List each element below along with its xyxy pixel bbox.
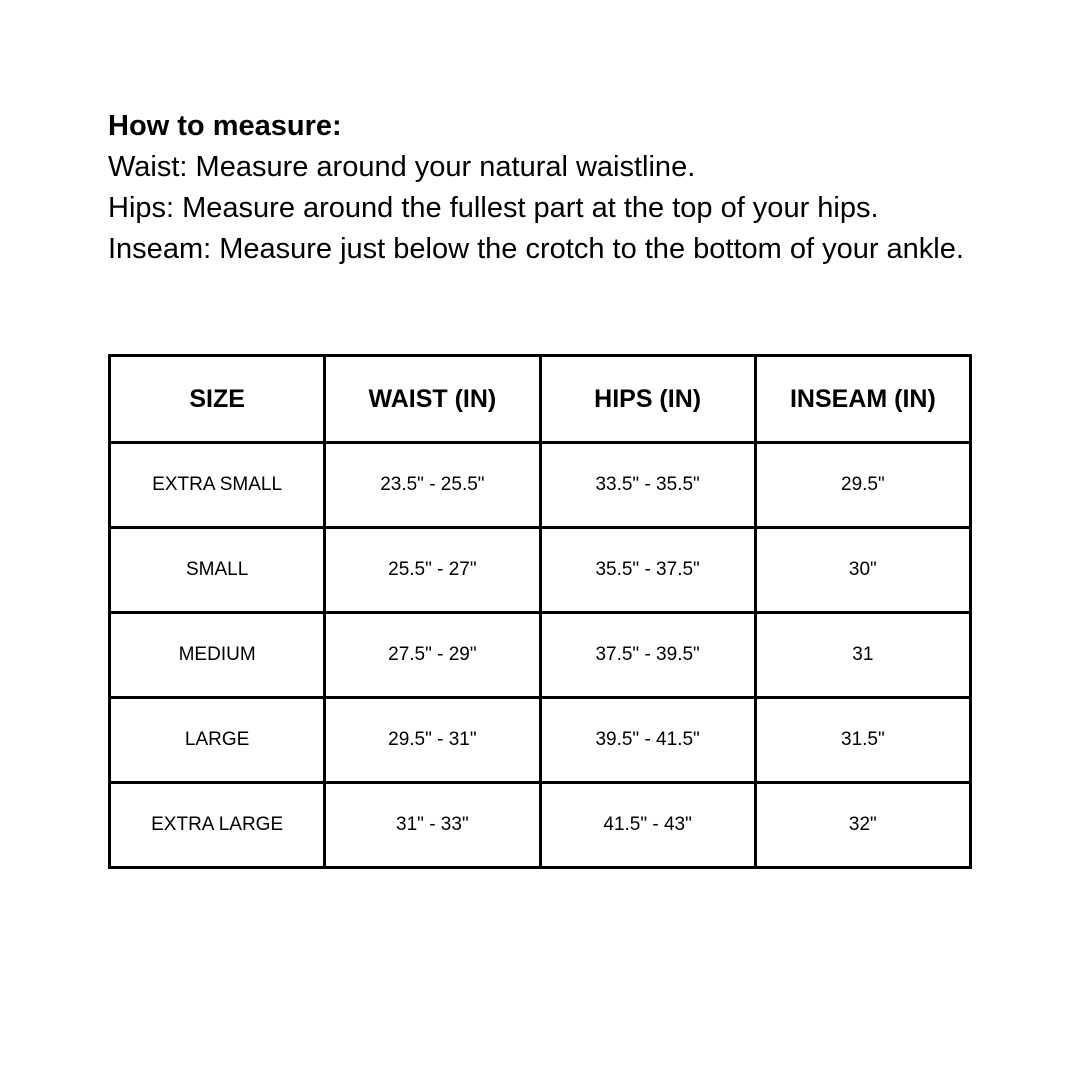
hips-cell: 41.5" - 43" [540, 783, 755, 868]
header-inseam: INSEAM (IN) [755, 356, 970, 443]
measuring-instructions [108, 106, 988, 270]
hips-cell: 35.5" - 37.5" [540, 528, 755, 613]
hips-cell: 39.5" - 41.5" [540, 698, 755, 783]
table-row [110, 698, 971, 783]
waist-instruction: Waist: Measure around your natural waistline. [108, 151, 696, 183]
table-row [110, 613, 971, 698]
inseam-instruction: Inseam: Measure just below the crotch to the bottom of your ankle. [108, 233, 964, 265]
size-cell: LARGE [110, 698, 325, 783]
table-row [110, 528, 971, 613]
table-row [110, 443, 971, 528]
waist-cell: 25.5" - 27" [325, 528, 540, 613]
inseam-cell: 31 [755, 613, 970, 698]
instructions-heading: How to measure: [108, 110, 342, 142]
table-row [110, 783, 971, 868]
waist-cell: 27.5" - 29" [325, 613, 540, 698]
hips-cell: 37.5" - 39.5" [540, 613, 755, 698]
size-cell: EXTRA LARGE [110, 783, 325, 868]
inseam-cell: 31.5" [755, 698, 970, 783]
waist-cell: 23.5" - 25.5" [325, 443, 540, 528]
inseam-cell: 30" [755, 528, 970, 613]
size-chart-table [108, 354, 972, 869]
table-header-row [110, 356, 971, 443]
hips-cell: 33.5" - 35.5" [540, 443, 755, 528]
inseam-cell: 32" [755, 783, 970, 868]
hips-instruction: Hips: Measure around the fullest part at the top of your hips. [108, 192, 879, 224]
header-hips: HIPS (IN) [540, 356, 755, 443]
inseam-cell: 29.5" [755, 443, 970, 528]
size-cell: SMALL [110, 528, 325, 613]
size-cell: MEDIUM [110, 613, 325, 698]
header-waist: WAIST (IN) [325, 356, 540, 443]
size-cell: EXTRA SMALL [110, 443, 325, 528]
header-size: SIZE [110, 356, 325, 443]
waist-cell: 29.5" - 31" [325, 698, 540, 783]
waist-cell: 31" - 33" [325, 783, 540, 868]
